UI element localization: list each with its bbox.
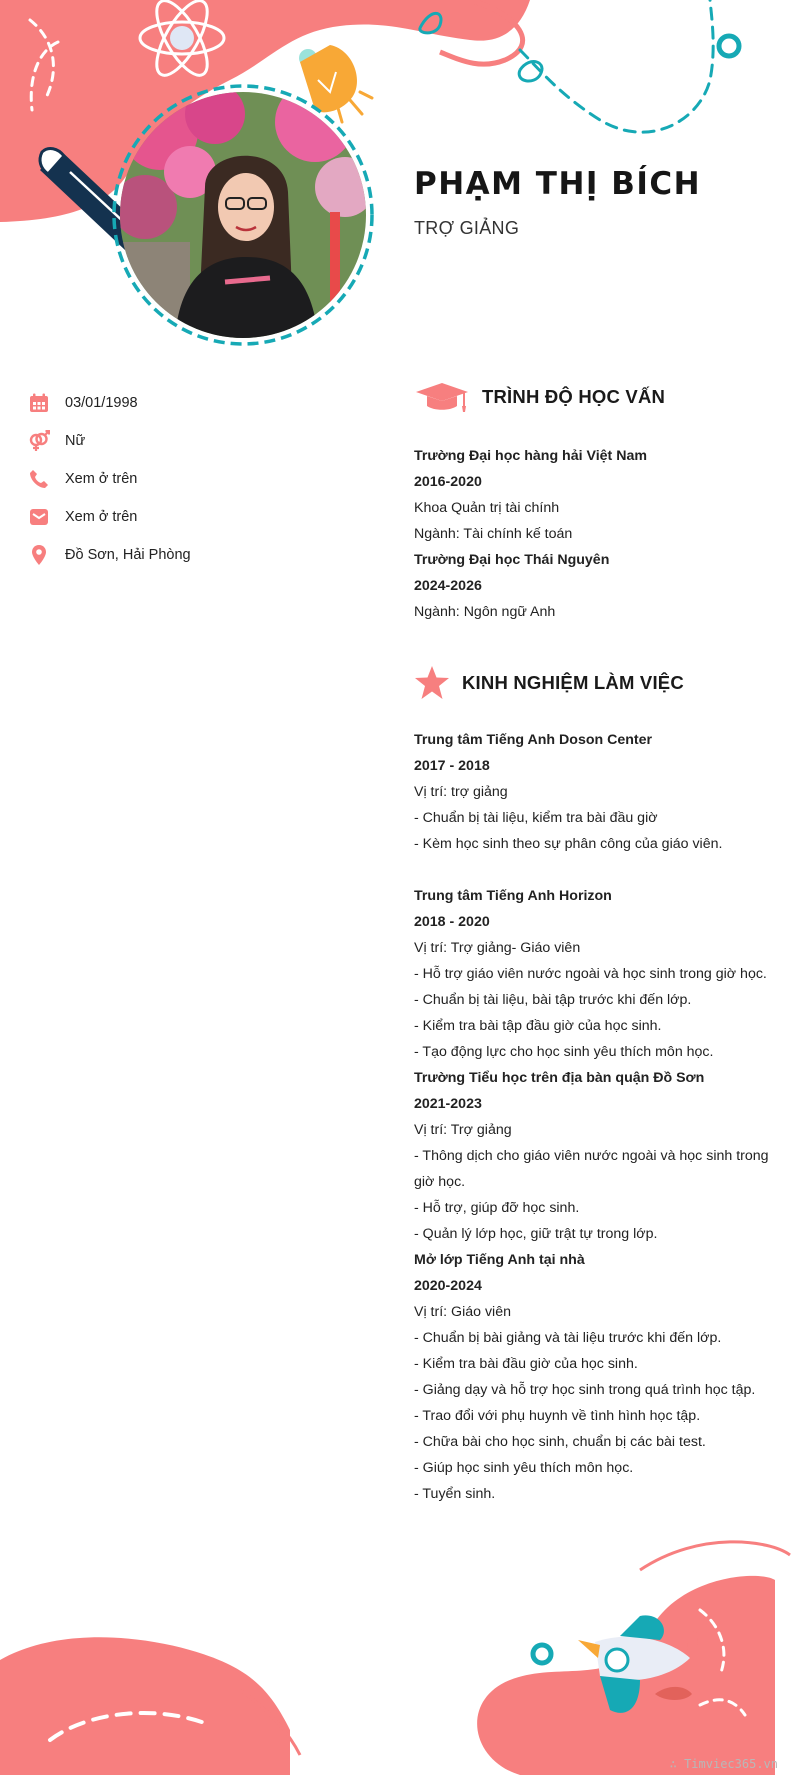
education-heading bbox=[414, 380, 665, 414]
experience-detail: - Giúp học sinh yêu thích môn học. bbox=[414, 1460, 634, 1476]
star-icon bbox=[414, 665, 450, 701]
spacer bbox=[414, 857, 784, 883]
job-title: TRỢ GIẢNG bbox=[414, 218, 520, 238]
education-list bbox=[414, 443, 784, 625]
experience-organization: Trung tâm Tiếng Anh Horizon bbox=[414, 888, 612, 904]
education-detail: Ngành: Ngôn ngữ Anh bbox=[414, 604, 556, 620]
experience-detail: - Quản lý lớp học, giữ trật tự trong lớp. bbox=[414, 1226, 658, 1242]
experience-heading bbox=[414, 665, 684, 701]
experience-item bbox=[414, 1065, 784, 1247]
experience-detail: Vị trí: Giáo viên bbox=[414, 1304, 511, 1320]
experience-detail: - Chuẩn bị tài liệu, bài tập trước khi đến lớp. bbox=[414, 992, 692, 1008]
contact-gender bbox=[28, 422, 348, 460]
education-school-or-period: Trường Đại học hàng hải Việt Nam bbox=[414, 448, 647, 464]
contact-birthdate bbox=[28, 384, 348, 422]
experience-detail: Vị trí: Trợ giảng- Giáo viên bbox=[414, 940, 581, 956]
experience-period: 2018 - 2020 bbox=[414, 914, 490, 930]
contact-phone bbox=[28, 460, 348, 498]
experience-detail: - Hỗ trợ giáo viên nước ngoài và học sinh trong giờ học. bbox=[414, 966, 767, 982]
experience-item bbox=[414, 1247, 784, 1507]
experience-organization: Mở lớp Tiếng Anh tại nhà bbox=[414, 1252, 585, 1268]
email-icon bbox=[28, 506, 50, 528]
graduation-cap-icon bbox=[414, 380, 470, 414]
contact-email bbox=[28, 498, 348, 536]
contact-address-value: Đồ Sơn, Hải Phòng bbox=[65, 547, 191, 563]
contact-address bbox=[28, 536, 348, 574]
education-school-or-period: Trường Đại học Thái Nguyên bbox=[414, 552, 610, 568]
experience-detail: - Giảng dạy và hỗ trợ học sinh trong quá trình học tập. bbox=[414, 1382, 756, 1398]
experience-detail: - Chuẩn bị bài giảng và tài liệu trước khi đến lớp. bbox=[414, 1330, 722, 1346]
contact-phone-value[interactable]: Xem ở trên bbox=[65, 471, 138, 487]
profile-photo bbox=[110, 82, 376, 348]
calendar-icon bbox=[28, 392, 50, 414]
candidate-name: PHẠM THỊ BÍCH bbox=[414, 166, 702, 202]
experience-detail: - Kiểm tra bài đầu giờ của học sinh. bbox=[414, 1356, 638, 1372]
experience-detail: - Thông dịch cho giáo viên nước ngoài và học sinh trong giờ học. bbox=[414, 1148, 769, 1190]
experience-heading-text: KINH NGHIỆM LÀM VIỆC bbox=[462, 672, 684, 693]
experience-organization: Trường Tiểu học trên địa bàn quận Đồ Sơn bbox=[414, 1070, 705, 1086]
education-school-or-period: 2016-2020 bbox=[414, 474, 482, 490]
experience-item bbox=[414, 883, 784, 1065]
experience-detail: - Kiểm tra bài tập đầu giờ của học sinh. bbox=[414, 1018, 662, 1034]
experience-period: 2020-2024 bbox=[414, 1278, 482, 1294]
contact-info bbox=[28, 384, 348, 574]
gender-icon bbox=[28, 430, 50, 452]
experience-detail: Vị trí: trợ giảng bbox=[414, 784, 508, 800]
phone-icon bbox=[28, 468, 50, 490]
experience-period: 2017 - 2018 bbox=[414, 758, 490, 774]
bottom-decoration bbox=[0, 1480, 800, 1775]
experience-detail: - Hỗ trợ, giúp đỡ học sinh. bbox=[414, 1200, 580, 1216]
experience-detail: - Chuẩn bị tài liệu, kiểm tra bài đầu giờ bbox=[414, 810, 658, 826]
contact-birthdate-value: 03/01/1998 bbox=[65, 395, 138, 411]
education-school-or-period: 2024-2026 bbox=[414, 578, 482, 594]
contact-email-value[interactable]: Xem ở trên bbox=[65, 509, 138, 525]
experience-detail: - Chữa bài cho học sinh, chuẩn bị các bài test. bbox=[414, 1434, 706, 1450]
education-detail: Ngành: Tài chính kế toán bbox=[414, 526, 573, 542]
experience-list bbox=[414, 727, 784, 1507]
avatar-ring bbox=[110, 82, 376, 348]
watermark: ∴ Timviec365.vn bbox=[669, 1757, 778, 1771]
experience-detail: - Tuyển sinh. bbox=[414, 1486, 496, 1502]
location-pin-icon bbox=[28, 544, 50, 566]
experience-detail: Vị trí: Trợ giảng bbox=[414, 1122, 512, 1138]
experience-period: 2021-2023 bbox=[414, 1096, 482, 1112]
experience-organization: Trung tâm Tiếng Anh Doson Center bbox=[414, 732, 653, 748]
experience-detail: - Tạo động lực cho học sinh yêu thích môn học. bbox=[414, 1044, 714, 1060]
contact-gender-value: Nữ bbox=[65, 433, 86, 449]
education-heading-text: TRÌNH ĐỘ HỌC VẤN bbox=[482, 386, 666, 407]
education-detail: Khoa Quản trị tài chính bbox=[414, 500, 560, 516]
experience-detail: - Kèm học sinh theo sự phân công của giáo viên. bbox=[414, 836, 723, 852]
experience-detail: - Trao đổi với phụ huynh về tình hình học tập. bbox=[414, 1408, 701, 1424]
experience-item bbox=[414, 727, 784, 883]
